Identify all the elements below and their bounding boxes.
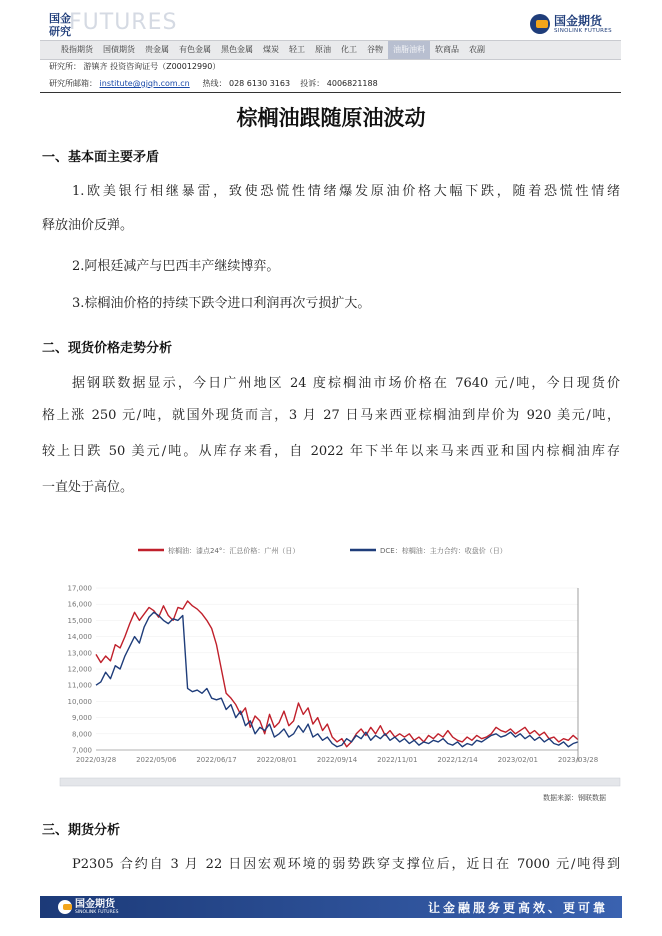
header-label-2: 研究 (49, 25, 71, 38)
footer-brand-en: SINOLINK FUTURES (75, 909, 119, 915)
brand-logo (530, 14, 612, 34)
contact-info (49, 78, 378, 89)
paragraph-4-line-2: 格上涨 250 元/吨，就国外现货而言，3 月 27 日马来西亚棕榈油到岸价为 920 美元/吨， (42, 408, 620, 423)
nav-item[interactable]: 原油 (315, 45, 331, 54)
footer-logo (58, 900, 118, 915)
chart-source: 数据来源：钢联数据 (543, 794, 606, 802)
researcher-info: 研究所： 游镇齐 投资咨询证号（Z00012990） (49, 62, 221, 71)
chart-range-scrollbar[interactable] (60, 778, 620, 786)
x-tick-label: 2023/02/01 (497, 756, 538, 764)
footer-banner (40, 896, 622, 918)
nav-item[interactable]: 化工 (341, 45, 357, 54)
chart-legend (138, 546, 507, 555)
x-tick-label: 2022/08/01 (256, 756, 297, 764)
futures-watermark: FUTURES (69, 10, 178, 35)
footer-logo-icon (58, 900, 72, 914)
nav-item[interactable]: 软商品 (435, 45, 459, 54)
section-heading-3: 三、期货分析 (42, 823, 121, 838)
x-tick-label: 2022/11/01 (377, 756, 418, 764)
nav-item[interactable]: 有色金属 (179, 45, 211, 54)
y-tick-label: 14,000 (67, 633, 92, 642)
header-divider (40, 92, 621, 93)
brand-name-en: SINOLINK FUTURES (554, 27, 612, 34)
nav-item[interactable]: 农副 (469, 45, 485, 54)
y-tick-label: 12,000 (67, 665, 92, 674)
paragraph-4-line-1: 据钢联数据显示，今日广州地区 24 度棕榈油市场价格在 7640 元/吨，今日现货价 (72, 376, 620, 391)
x-tick-label: 2023/03/28 (557, 756, 599, 764)
legend-label-dce: DCE：棕榈油：主力合约：收盘价（日） (380, 547, 507, 555)
y-tick-label: 10,000 (67, 697, 92, 706)
paragraph-4-line-4: 一直处于高位。 (42, 480, 134, 495)
sinolink-logo-icon (530, 14, 550, 34)
paragraph-1-line-2: 释放油价反弹。 (42, 218, 134, 233)
y-tick-label: 7,000 (71, 746, 92, 755)
header-research-logo (49, 10, 178, 38)
nav-item[interactable]: 轻工 (289, 45, 305, 54)
email-label: 研究所邮箱： (49, 79, 97, 88)
nav-item[interactable]: 贵金属 (145, 45, 169, 54)
palm-oil-price-chart (40, 536, 630, 806)
complaint-text: 投诉： 4006821188 (300, 79, 378, 88)
hotline-text: 热线： 028 6130 3163 (202, 79, 291, 88)
paragraph-4-line-3: 较上日跌 50 美元/吨。从库存来看，自 2022 年下半年以来马来西亚和国内棕榈油库存 (42, 444, 620, 459)
section-heading-2: 二、现货价格走势分析 (42, 341, 173, 356)
x-tick-label: 2022/03/28 (75, 756, 117, 764)
section-heading-1: 一、基本面主要矛盾 (42, 150, 160, 165)
paragraph-3: 3.棕榈油价格的持续下跌令进口利润再次亏损扩大。 (72, 296, 371, 311)
x-tick-label: 2022/09/14 (316, 756, 358, 764)
nav-item[interactable]: 股指期货 (61, 45, 93, 54)
category-nav (40, 40, 621, 60)
paragraph-2: 2.阿根廷减产与巴西丰产继续博弈。 (72, 259, 280, 274)
paragraph-1-line-1: 1.欧美银行相继暴雷，致使恐慌性情绪爆发原油价格大幅下跌，随着恐慌性情绪 (72, 184, 620, 199)
footer-slogan: 让金融服务更高效、更可靠 (427, 900, 608, 915)
paragraph-5: P2305 合约自 3 月 22 日因宏观环境的弱势跌穿支撑位后，近日在 7000 元/吨得到 (72, 857, 620, 872)
footer-brand-cn: 国金期货 (75, 898, 115, 910)
y-tick-label: 13,000 (67, 649, 92, 658)
y-tick-label: 16,000 (67, 600, 92, 609)
y-tick-label: 8,000 (71, 730, 92, 739)
y-tick-label: 17,000 (67, 584, 92, 593)
legend-label-guangzhou: 棕榈油：漆点24°：汇总价格：广州（日） (168, 547, 300, 555)
x-tick-label: 2022/06/17 (196, 756, 237, 764)
x-tick-label: 2022/05/06 (136, 756, 177, 764)
y-tick-label: 15,000 (67, 616, 92, 625)
brand-name-cn: 国金期货 (554, 13, 603, 28)
nav-item[interactable]: 谷物 (367, 45, 383, 54)
email-link[interactable]: institute@gjqh.com.cn (99, 79, 190, 88)
series-line-dce-futures (96, 612, 578, 746)
nav-item[interactable]: 国债期货 (103, 45, 135, 54)
y-tick-label: 11,000 (67, 681, 92, 690)
nav-item-active[interactable]: 油脂油料 (388, 41, 430, 59)
nav-item[interactable]: 煤炭 (263, 45, 279, 54)
page-title: 棕榈油跟随原油波动 (236, 106, 426, 130)
y-tick-label: 9,000 (71, 714, 92, 723)
nav-item[interactable]: 黑色金属 (221, 45, 253, 54)
header-label-1: 国金 (49, 12, 71, 25)
x-tick-label: 2022/12/14 (437, 756, 478, 764)
